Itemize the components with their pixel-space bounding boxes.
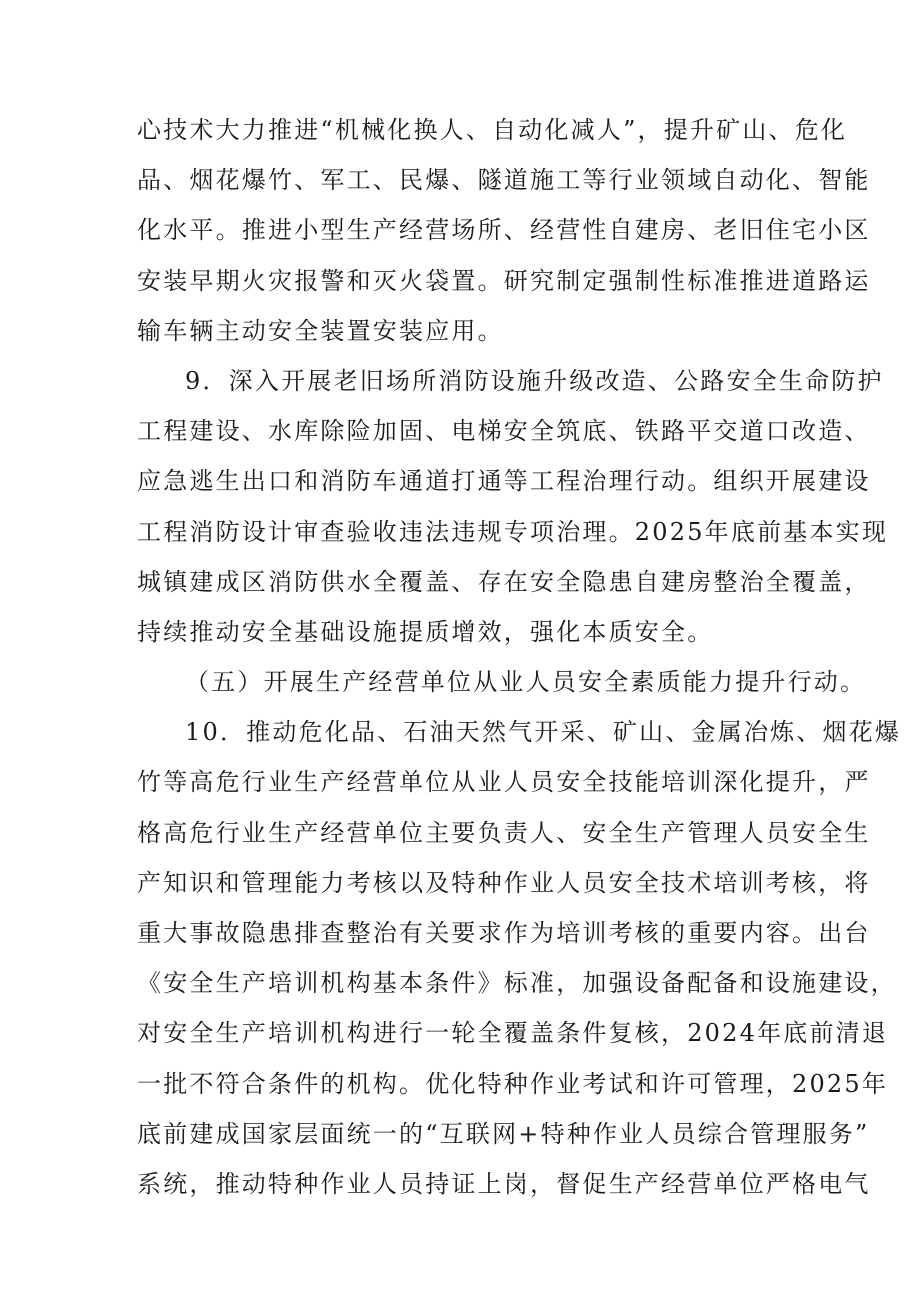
document-body — [137, 108, 902, 1212]
text-line: 城镇建成区消防供水全覆盖、存在安全隐患自建房整治全覆盖， — [137, 567, 871, 596]
paragraph-10-start: 10．推动危化品、石油天然气开采、矿山、金属冶炼、烟花爆 — [185, 718, 902, 747]
text-line: 底前建成国家层面统一的“互联网+特种作业人员综合管理服务” — [137, 1119, 870, 1148]
text-line: 系统，推动特种作业人员持证上岗，督促生产经营单位严格电气 — [137, 1169, 871, 1198]
text-line: 对安全生产培训机构进行一轮全覆盖条件复核，2024年底前清退 — [137, 1019, 889, 1048]
text-line: 产知识和管理能力考核以及特种作业人员安全技术培训考核，将 — [137, 868, 871, 897]
text-line: 竹等高危行业生产经营单位从业人员安全技能培训深化提升，严 — [137, 768, 871, 797]
text-line: 品、烟花爆竹、军工、民爆、隧道施工等行业领域自动化、智能 — [137, 166, 871, 195]
text-line: 应急逃生出口和消防车通道打通等工程治理行动。组织开展建设 — [137, 467, 871, 496]
section-heading-5: （五）开展生产经营单位从业人员安全素质能力提升行动。 — [185, 668, 867, 697]
text-line: 输车辆主动安全装置安装应用。 — [137, 316, 504, 345]
text-line: 安装早期火灾报警和灭火袋置。研究制定强制性标准推进道路运 — [137, 266, 871, 295]
text-line: 重大事故隐患排查整治有关要求作为培训考核的重要内容。出台 — [137, 919, 871, 947]
text-line: 一批不符合条件的机构。优化特种作业考试和许可管理，2025年 — [137, 1069, 889, 1098]
text-line: 心技术大力推进“机械化换人、自动化减人”，提升矿山、危化 — [137, 116, 848, 144]
paragraph-9-start: 9．深入开展老旧场所消防设施升级改造、公路安全生命防护 — [185, 366, 884, 395]
text-line: 《安全生产培训机构基本条件》标准，加强设备配备和设施建设， — [137, 969, 897, 998]
text-line: 工程消防设计审查验收违法违规专项治理。2025年底前基本实现 — [137, 517, 889, 546]
text-line: 持续推动安全基础设施提质增效，强化本质安全。 — [137, 617, 714, 646]
text-line: 化水平。推进小型生产经营场所、经营性自建房、老旧住宅小区 — [137, 216, 871, 245]
text-line: 工程建设、水库除险加固、电梯安全筑底、铁路平交道口改造、 — [137, 417, 871, 446]
text-line: 格高危行业生产经营单位主要负责人、安全生产管理人员安全生 — [137, 818, 871, 847]
